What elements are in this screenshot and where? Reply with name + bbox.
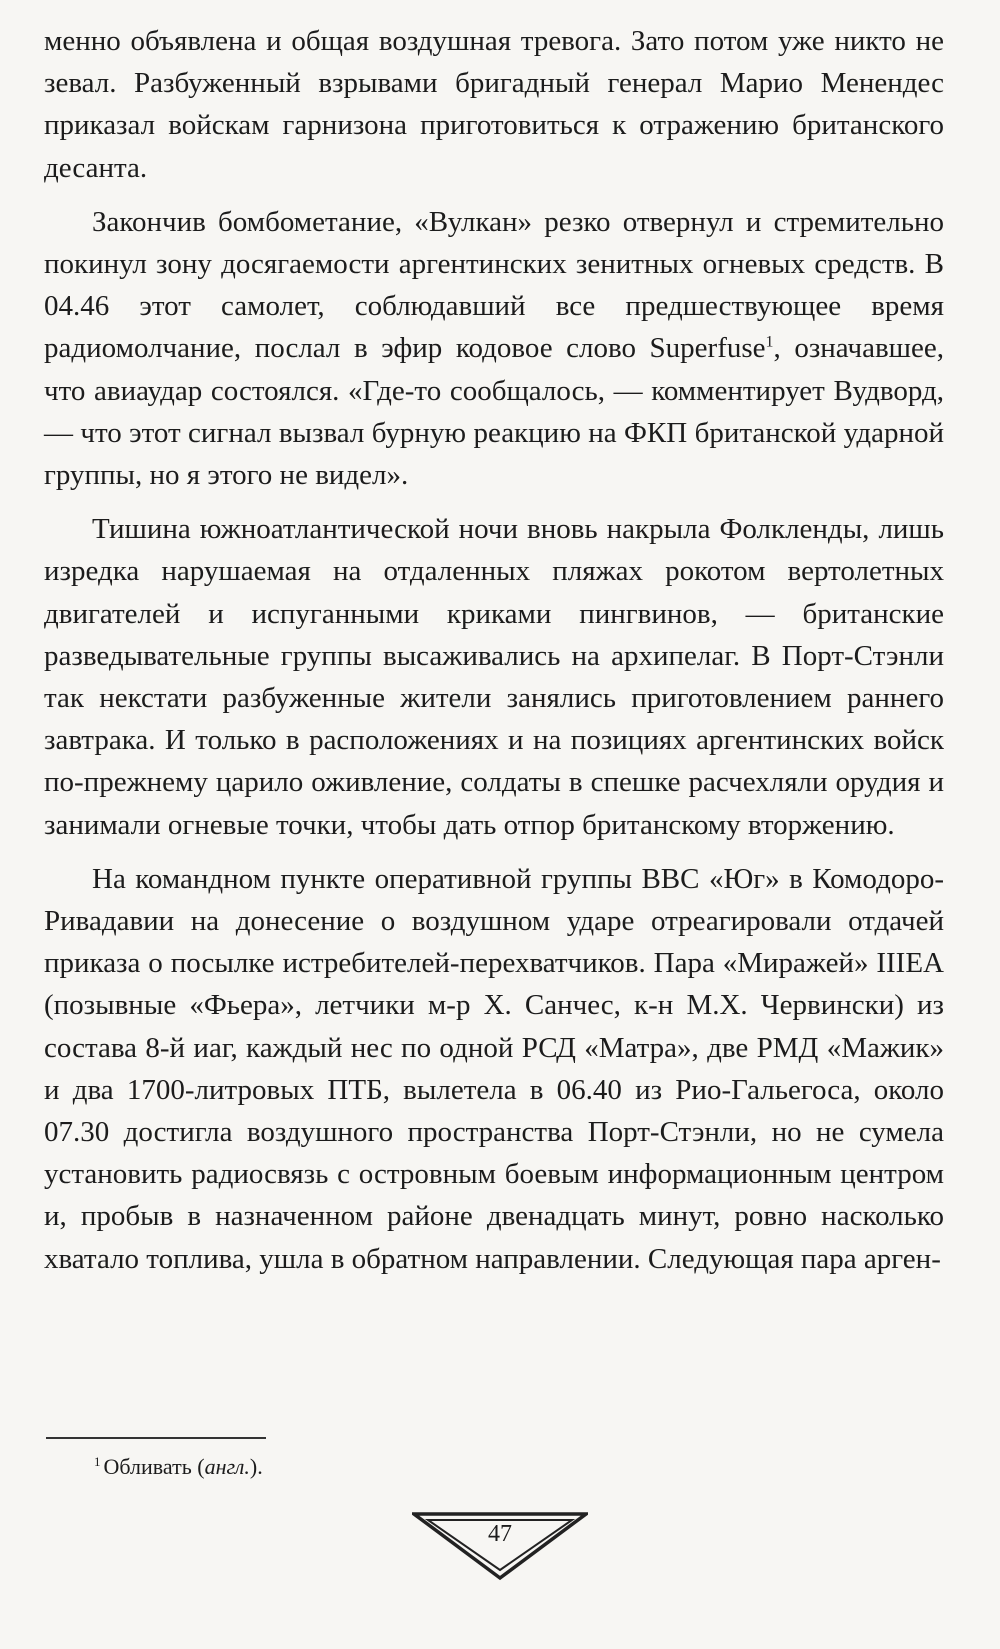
footnote-reference: 1 [765, 333, 774, 351]
footnote-mark: 1 [94, 1453, 101, 1469]
paragraph-1: менно объявлена и общая воздушная тревога. Зато потом уже никто не зевал. Разбуженный взрывами бригадный генерал Марио Менендес приказал войскам гарнизона приготовиться к отражению британского десанта. [44, 25, 944, 184]
body-text [44, 20, 944, 1280]
paragraph-4: На командном пункте оперативной группы ВВС «Юг» в Комодоро-Ривадавии на донесение о воздушном ударе отреагировали отдачей приказа о посылке истребителей-перехватчиков. Пара «Миражей» IIIEA (позывные «Фьера», летчики м-р Х. Санчес, к-н М.Х. Червински) из состава 8-й иаг, каждый нес по одной РСД «Матра», две РМД «Мажик» и два 1700-литровых ПТБ, вылетела в 06.40 из Рио-Гальегоса, около 07.30 достигла воздушного пространства Порт-Стэнли, но не сумела установить радиосвязь с островным боевым информационным центром и, пробыв в назначенном районе двенадцать минут, ровно насколько хватало топлива, ушла в обратном направлении. Следующая пара арген- [44, 862, 944, 1275]
footnote-italic: англ. [204, 1454, 250, 1479]
paragraph-3: Тишина южноатлантической ночи вновь накрыла Фолкленды, лишь изредка нарушаемая на отдаленных пляжах рокотом вертолетных двигателей и испуганными криками пингвинов, — британские разведывательные группы высаживались на архипелаг. В Порт-Стэнли так некстати разбуженные жители занялись приготовлением раннего завтрака. И только в расположениях и на позициях аргентинских войск по-прежнему царило оживление, солдаты в спешке расчехляли орудия и занимали огневые точки, чтобы дать отпор британскому вторжению. [44, 513, 944, 841]
paragraph-2: Закончив бомбометание, «Вулкан» резко отвернул и стремительно покинул зону досягаемости аргентинских зенитных огневых средств. В 04.46 этот самолет, соблюдавший все предшествующее время радиомолчание, послал в эфир кодовое слово Superfuse$^1$, означавшее, что авиаудар состоялся. «Где-то сообщалось, — комментирует Вудворд, — что этот сигнал вызвал бурную реакцию на ФКП британской ударной группы, но я этого не видел». [44, 205, 944, 492]
footnote: $^1$ Обливать (англ.). [94, 1453, 263, 1479]
page-number-badge [412, 1510, 588, 1582]
footnote-divider [46, 1437, 266, 1439]
page-number: 47 [488, 1521, 512, 1547]
